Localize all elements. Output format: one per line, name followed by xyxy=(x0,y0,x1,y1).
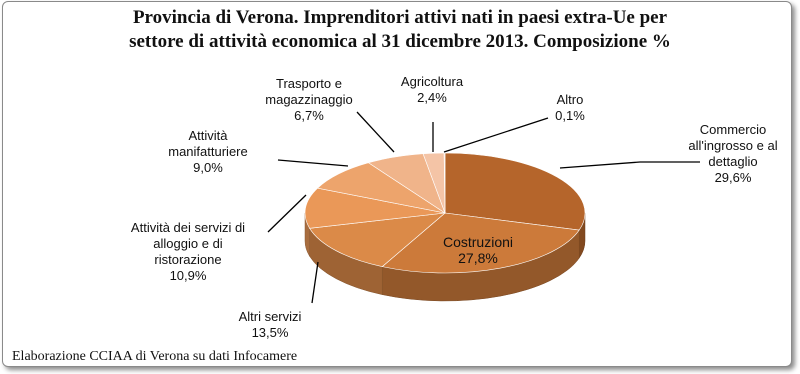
slice-label-6-line-0: Agricoltura xyxy=(400,74,464,89)
slice-label-4-line-0: Attività xyxy=(188,128,228,143)
slice-label-7-line-1: 0,1% xyxy=(555,108,585,123)
leader-line-7 xyxy=(444,118,548,152)
slice-label-5-line-2: 6,7% xyxy=(294,108,324,123)
slice-label-2-line-0: Altri servizi xyxy=(238,309,302,324)
slice-label-0-line-3: 29,6% xyxy=(714,170,752,185)
chart-title-line-2: settore di attività economica al 31 dicembre 2013. Composizione % xyxy=(129,31,671,52)
slice-label-5 xyxy=(265,76,352,123)
slice-label-2-line-1: 13,5% xyxy=(251,325,289,340)
slice-label-1-line-1: 27,8% xyxy=(458,250,498,266)
slice-label-0-line-1: all'ingrosso e al xyxy=(688,138,778,153)
slice-label-1-line-0: Costruzioni xyxy=(442,234,514,250)
slice-label-2 xyxy=(239,309,302,340)
pie-slices xyxy=(305,153,585,273)
leader-line-4 xyxy=(278,160,348,166)
leader-line-2 xyxy=(312,262,318,303)
leader-line-0 xyxy=(560,162,700,168)
slice-label-5-line-0: Trasporto e xyxy=(276,76,342,91)
slice-label-7 xyxy=(555,92,585,123)
leader-line-3 xyxy=(268,195,306,232)
slice-label-4 xyxy=(168,128,247,175)
slice-label-6-line-1: 2,4% xyxy=(417,90,447,105)
source-note: Elaborazione CCIAA di Verona su dati Infocamere xyxy=(12,349,298,364)
slice-label-6 xyxy=(401,74,464,105)
leader-line-5 xyxy=(357,112,394,152)
slice-label-7-line-0: Altro xyxy=(556,92,584,107)
slice-label-0 xyxy=(688,122,777,185)
slice-label-3-line-1: alloggio e di xyxy=(153,236,223,251)
slice-label-0-line-0: Commercio xyxy=(699,122,767,137)
slice-label-3-line-0: Attività dei servizi di xyxy=(130,220,246,235)
slice-label-5-line-1: magazzinaggio xyxy=(265,92,353,107)
slice-label-3 xyxy=(131,220,245,283)
slice-label-4-line-1: manifatturiere xyxy=(168,144,248,159)
slice-label-3-line-3: 10,9% xyxy=(169,268,207,283)
chart-title-line-1: Provincia di Verona. Imprenditori attivi nati in paesi extra-Ue per xyxy=(132,7,668,28)
slice-label-4-line-2: 9,0% xyxy=(193,160,223,175)
slice-label-3-line-2: ristorazione xyxy=(154,252,222,267)
slice-label-0-line-2: dettaglio xyxy=(708,154,758,169)
